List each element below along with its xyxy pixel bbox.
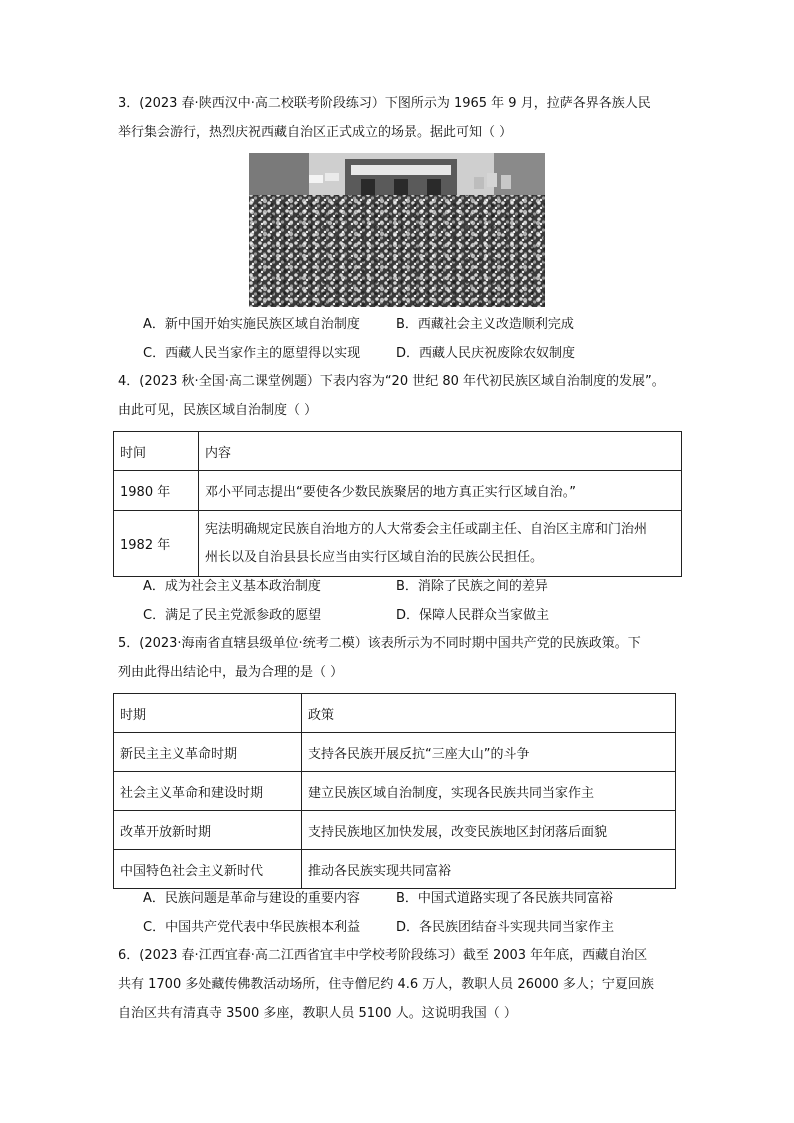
- q4-row2-time: 1982 年: [114, 511, 199, 577]
- table-row: [114, 733, 676, 772]
- q4-option-d[interactable]: D．保障人民群众当家做主: [396, 608, 550, 623]
- q4-stem-line1: 4．(2023 秋·全国·高二课堂例题）下表内容为“20 世纪 80 年代初民族区域自治制度的发展”。: [118, 374, 665, 389]
- table-row: [114, 772, 676, 811]
- q5-row2-policy: 建立民族区域自治制度，实现各民族共同当家作主: [302, 772, 676, 811]
- q4-row1-content: 邓小平同志提出“要使各少数民族聚居的地方真正实行区域自治。”: [199, 471, 682, 511]
- q4-option-a[interactable]: A．成为社会主义基本政治制度: [143, 579, 321, 594]
- q5-row4-policy: 推动各民族实现共同富裕: [302, 850, 676, 889]
- q3-option-b[interactable]: B．西藏社会主义改造顺利完成: [396, 317, 574, 332]
- q5-row2-period: 社会主义革命和建设时期: [114, 772, 302, 811]
- q4-row2-content: [199, 511, 682, 577]
- celebration-crowd-photo: [249, 153, 545, 307]
- q4-header-time: 时间: [114, 432, 199, 471]
- q3-option-d[interactable]: D．西藏人民庆祝废除农奴制度: [396, 346, 576, 361]
- q5-table: [113, 693, 676, 889]
- q5-row3-policy: 支持民族地区加快发展，改变民族地区封闭落后面貌: [302, 811, 676, 850]
- q5-option-a[interactable]: A．民族问题是革命与建设的重要内容: [143, 891, 360, 906]
- q5-stem-line1: 5．(2023·海南省直辖县级单位·统考二模）该表所示为不同时期中国共产党的民族政策。下: [118, 636, 641, 651]
- table-row: [114, 811, 676, 850]
- q4-table: [113, 431, 682, 577]
- q4-header-content: 内容: [199, 432, 682, 471]
- q5-option-d[interactable]: D．各民族团结奋斗实现共同当家作主: [396, 920, 615, 935]
- q5-header-period: 时期: [114, 694, 302, 733]
- q3-stem-line2: 举行集会游行，热烈庆祝西藏自治区正式成立的场景。据此可知（ ）: [118, 125, 513, 140]
- table-row: [114, 850, 676, 889]
- q4-row1-time: 1980 年: [114, 471, 199, 511]
- q4-option-c[interactable]: C．满足了民主党派参政的愿望: [143, 608, 322, 623]
- q5-row1-period: 新民主主义革命时期: [114, 733, 302, 772]
- q5-row3-period: 改革开放新时期: [114, 811, 302, 850]
- q5-header-policy: 政策: [302, 694, 676, 733]
- q5-row1-policy: 支持各民族开展反抗“三座大山”的斗争: [302, 733, 676, 772]
- q3-option-c[interactable]: C．西藏人民当家作主的愿望得以实现: [143, 346, 361, 361]
- q6-stem-line1: 6．(2023 春·江西宜春·高二江西省宜丰中学校考阶段练习）截至 2003 年年底，西藏自治区: [118, 948, 648, 963]
- q6-stem-line2: 共有 1700 多处藏传佛教活动场所，住寺僧尼约 4.6 万人，教职人员 26000 多人；宁夏回族: [118, 977, 654, 992]
- q4-stem-line2: 由此可见，民族区域自治制度（ ）: [118, 403, 318, 418]
- q5-row4-period: 中国特色社会主义新时代: [114, 850, 302, 889]
- q3-option-a[interactable]: A．新中国开始实施民族区域自治制度: [143, 317, 360, 332]
- q4-row2-content-line2: 州长以及自治县县长应当由实行区域自治的民族公民担任。: [205, 549, 544, 565]
- table-row: [114, 511, 682, 577]
- q6-stem-line3: 自治区共有清真寺 3500 多座，教职人员 5100 人。这说明我国（ ）: [118, 1006, 517, 1021]
- table-row: [114, 471, 682, 511]
- q3-stem-line1: 3．(2023 春·陕西汉中·高二校联考阶段练习）下图所示为 1965 年 9 月，拉萨各界各族人民: [118, 96, 651, 111]
- q4-option-b[interactable]: B．消除了民族之间的差异: [396, 579, 548, 594]
- q5-option-c[interactable]: C．中国共产党代表中华民族根本利益: [143, 920, 361, 935]
- q4-row2-content-line1: 宪法明确规定民族自治地方的人大常委会主任或副主任、自治区主席和门治州: [205, 521, 648, 537]
- q5-stem-line2: 列由此得出结论中，最为合理的是（ ）: [118, 665, 344, 680]
- q5-option-b[interactable]: B．中国式道路实现了各民族共同富裕: [396, 891, 613, 906]
